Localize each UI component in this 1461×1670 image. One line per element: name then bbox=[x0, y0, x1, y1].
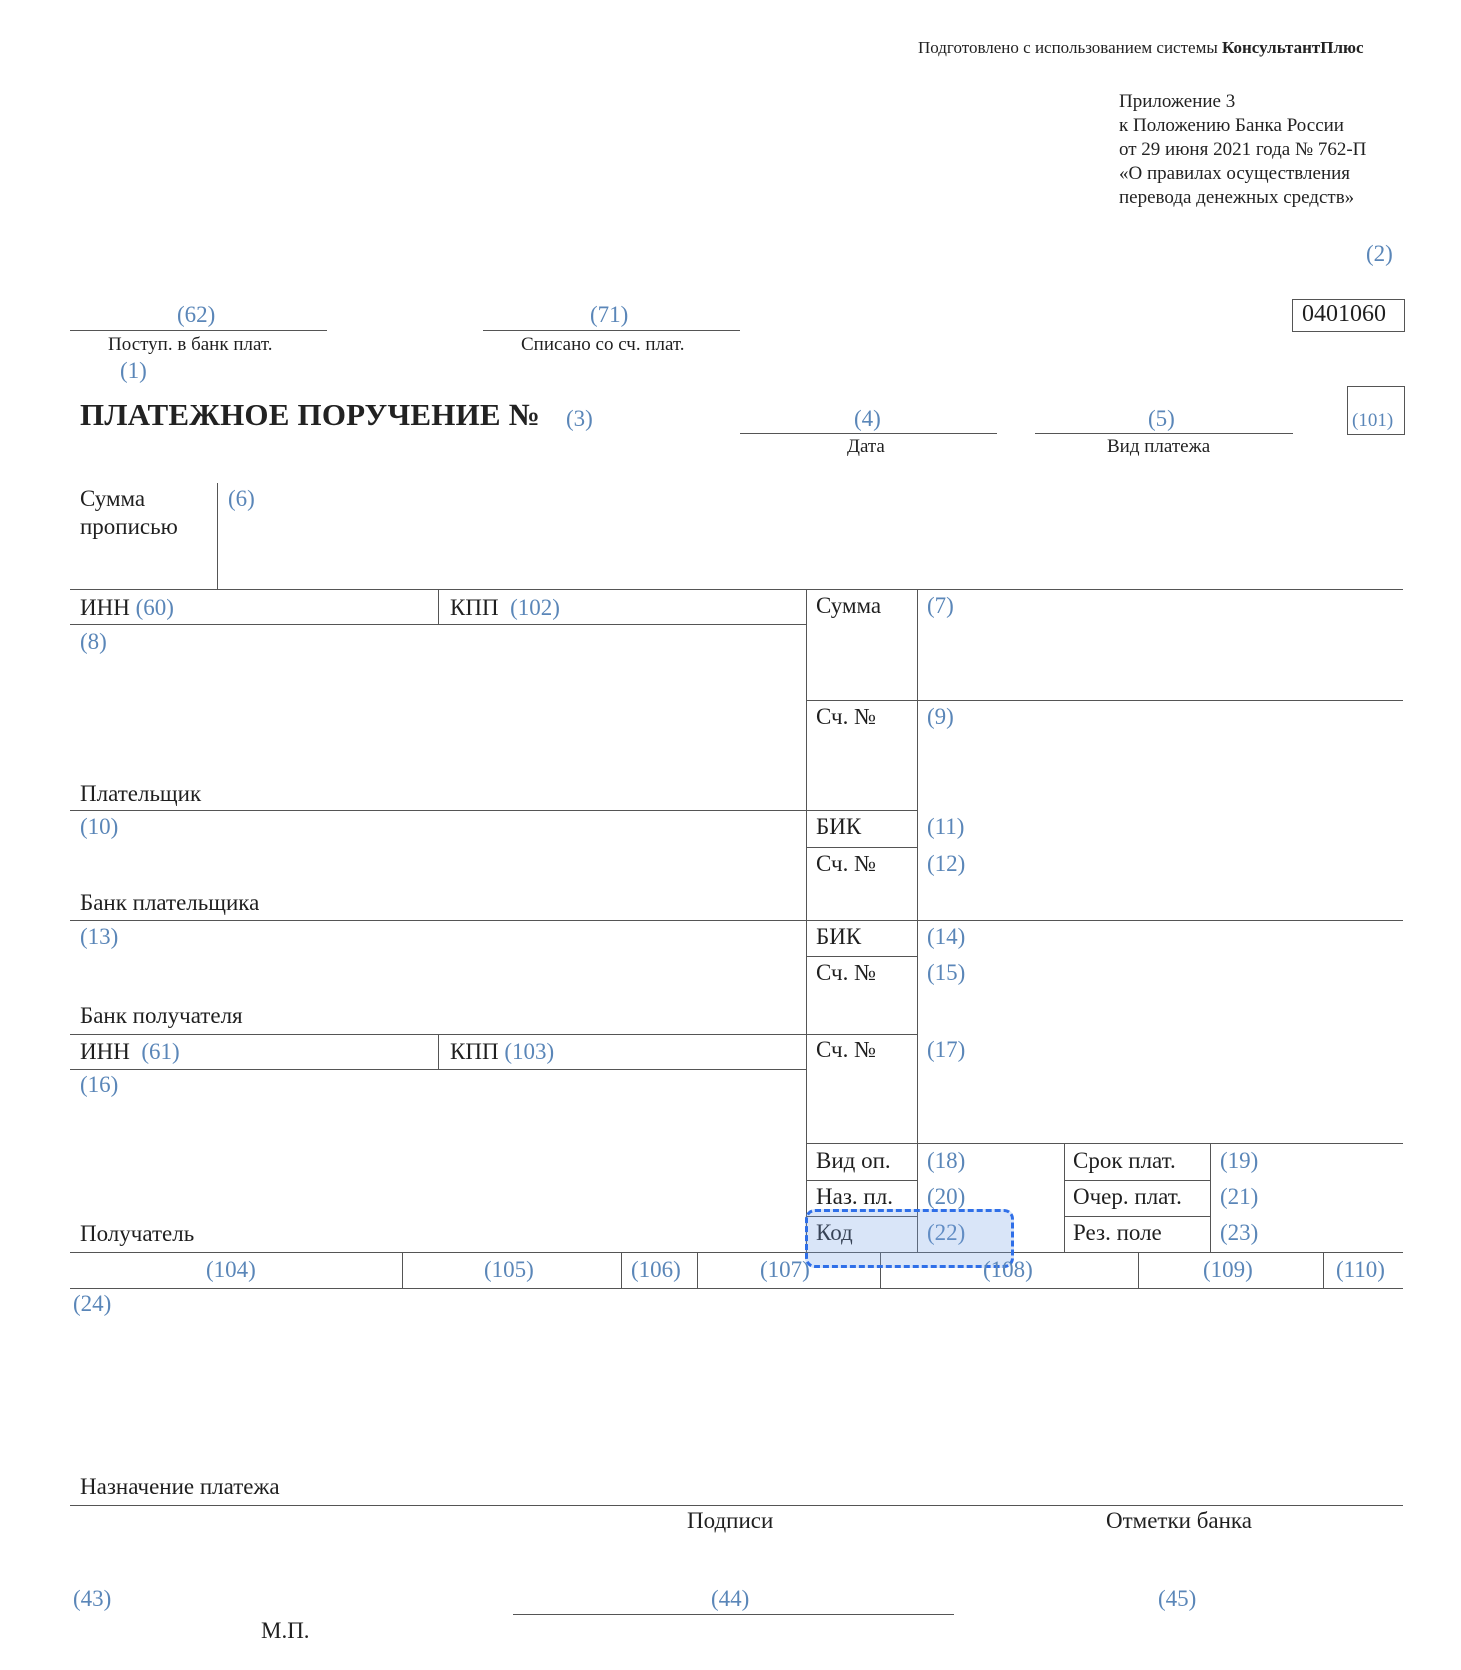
col-line bbox=[402, 1252, 403, 1288]
account-label: Сч. № bbox=[816, 960, 877, 985]
field-17: (17) bbox=[927, 1037, 966, 1062]
field-44: (44) bbox=[711, 1586, 750, 1611]
form-code: 0401060 bbox=[1302, 301, 1386, 327]
field-101: (101) bbox=[1352, 410, 1394, 431]
amount-words-divider bbox=[217, 483, 218, 589]
payment-type-label: Вид платежа bbox=[1107, 436, 1211, 457]
purpose-line bbox=[70, 1505, 1403, 1506]
field-22: (22) bbox=[927, 1220, 966, 1245]
kpp-label-text: КПП bbox=[450, 595, 499, 620]
account-label: Сч. № bbox=[816, 851, 877, 876]
col-line bbox=[1138, 1252, 1139, 1288]
row-line bbox=[70, 1288, 1403, 1289]
field-15: (15) bbox=[927, 960, 966, 985]
row-line bbox=[70, 589, 1403, 590]
field-4: (4) bbox=[854, 406, 881, 431]
field-71: (71) bbox=[590, 302, 629, 327]
amount-label: Сумма bbox=[816, 593, 882, 618]
field-102: (102) bbox=[510, 595, 560, 620]
field-104: (104) bbox=[206, 1257, 256, 1282]
field-45: (45) bbox=[1158, 1586, 1197, 1611]
prepared-brand: КонсультантПлюс bbox=[1222, 38, 1364, 57]
row-line bbox=[806, 700, 1403, 701]
bik-label: БИК bbox=[816, 924, 862, 949]
row-line bbox=[806, 1143, 1403, 1144]
appendix-line: Приложение 3 bbox=[1119, 91, 1236, 112]
payment-type-line bbox=[1035, 433, 1293, 434]
field-7: (7) bbox=[927, 593, 954, 618]
field-3: (3) bbox=[566, 406, 593, 431]
op-type-label: Вид оп. bbox=[816, 1148, 891, 1173]
field-21: (21) bbox=[1220, 1184, 1259, 1209]
date-label: Дата bbox=[847, 436, 885, 457]
appendix-line: от 29 июня 2021 года № 762-П bbox=[1119, 139, 1367, 160]
field-20: (20) bbox=[927, 1184, 966, 1209]
account-label: Сч. № bbox=[816, 1037, 877, 1062]
row-line bbox=[70, 624, 806, 625]
field-23: (23) bbox=[1220, 1220, 1259, 1245]
inn-label-text: ИНН bbox=[80, 595, 130, 620]
field-9: (9) bbox=[927, 704, 954, 729]
kpp-label bbox=[450, 1039, 554, 1065]
field-2: (2) bbox=[1366, 241, 1393, 266]
field-109: (109) bbox=[1203, 1257, 1253, 1282]
field-8: (8) bbox=[80, 629, 107, 654]
row-line bbox=[1064, 1180, 1210, 1181]
col-line bbox=[1323, 1252, 1324, 1288]
field-106: (106) bbox=[631, 1257, 681, 1282]
row-line bbox=[1064, 1216, 1210, 1217]
col-line bbox=[1210, 1143, 1211, 1252]
row-line bbox=[70, 810, 917, 811]
field-1: (1) bbox=[120, 358, 147, 383]
field-19: (19) bbox=[1220, 1148, 1259, 1173]
col-line bbox=[621, 1252, 622, 1288]
payer-label: Плательщик bbox=[80, 781, 202, 806]
signature-line bbox=[513, 1614, 954, 1615]
field-14: (14) bbox=[927, 924, 966, 949]
field-61: (61) bbox=[141, 1039, 180, 1064]
field-18: (18) bbox=[927, 1148, 966, 1173]
appendix-line: к Положению Банка России bbox=[1119, 115, 1344, 136]
amount-words-label-2: прописью bbox=[80, 514, 178, 539]
row-line bbox=[70, 1252, 1403, 1253]
debited-label: Списано со сч. плат. bbox=[521, 334, 685, 355]
field-24: (24) bbox=[73, 1291, 112, 1316]
col-line bbox=[438, 589, 439, 624]
purpose-label: Назначение платежа bbox=[80, 1474, 280, 1499]
priority-label: Очер. плат. bbox=[1073, 1184, 1182, 1209]
received-line bbox=[70, 330, 327, 331]
payee-label: Получатель bbox=[80, 1221, 195, 1246]
prepared-note bbox=[918, 38, 1364, 58]
appendix-line: перевода денежных средств» bbox=[1119, 187, 1355, 208]
col-line bbox=[438, 1034, 439, 1069]
row-line bbox=[70, 1034, 917, 1035]
appendix-block bbox=[1119, 90, 1419, 210]
row-line bbox=[806, 847, 917, 848]
payer-bank-label: Банк плательщика bbox=[80, 890, 260, 915]
code-label: Код bbox=[816, 1220, 853, 1245]
appendix-line: «О правилах осуществления bbox=[1119, 163, 1351, 184]
field-103: (103) bbox=[504, 1039, 555, 1064]
kpp-label-text: КПП bbox=[450, 1039, 499, 1064]
bik-label: БИК bbox=[816, 814, 862, 839]
field-107: (107) bbox=[760, 1257, 810, 1282]
col-line bbox=[697, 1252, 698, 1288]
reserve-label: Рез. поле bbox=[1073, 1220, 1162, 1245]
inn-label-text: ИНН bbox=[80, 1039, 130, 1064]
field-108: (108) bbox=[983, 1257, 1033, 1282]
pay-purpose-code-label: Наз. пл. bbox=[816, 1184, 893, 1209]
field-10: (10) bbox=[80, 814, 119, 839]
field-13: (13) bbox=[80, 924, 119, 949]
debited-line bbox=[483, 330, 740, 331]
col-line bbox=[1064, 1143, 1065, 1252]
row-line bbox=[806, 1180, 917, 1181]
field-105: (105) bbox=[484, 1257, 534, 1282]
field-43: (43) bbox=[73, 1586, 112, 1611]
field-62: (62) bbox=[177, 302, 216, 327]
stamp-label: М.П. bbox=[261, 1618, 310, 1643]
date-line bbox=[740, 433, 997, 434]
field-6: (6) bbox=[228, 486, 255, 511]
field-11: (11) bbox=[927, 814, 965, 839]
row-line bbox=[70, 1069, 806, 1070]
signatures-label: Подписи bbox=[687, 1508, 774, 1533]
field-5: (5) bbox=[1148, 406, 1175, 431]
payee-bank-label: Банк получателя bbox=[80, 1003, 243, 1028]
field-12: (12) bbox=[927, 851, 966, 876]
prepared-prefix: Подготовлено с использованием системы bbox=[918, 38, 1222, 57]
row-line bbox=[806, 956, 917, 957]
inn-label bbox=[80, 1039, 180, 1065]
due-date-label: Срок плат. bbox=[1073, 1148, 1176, 1173]
field-110: (110) bbox=[1336, 1257, 1385, 1282]
page-title: ПЛАТЕЖНОЕ ПОРУЧЕНИЕ № bbox=[80, 397, 541, 432]
field-16: (16) bbox=[80, 1072, 119, 1097]
bank-marks-label: Отметки банка bbox=[1106, 1508, 1252, 1533]
inn-label bbox=[80, 595, 174, 621]
row-line bbox=[70, 920, 1403, 921]
received-label: Поступ. в банк плат. bbox=[108, 334, 273, 355]
field-60: (60) bbox=[135, 595, 174, 620]
kpp-label bbox=[450, 595, 560, 621]
amount-words-label-1: Сумма bbox=[80, 486, 146, 511]
account-label: Сч. № bbox=[816, 704, 877, 729]
